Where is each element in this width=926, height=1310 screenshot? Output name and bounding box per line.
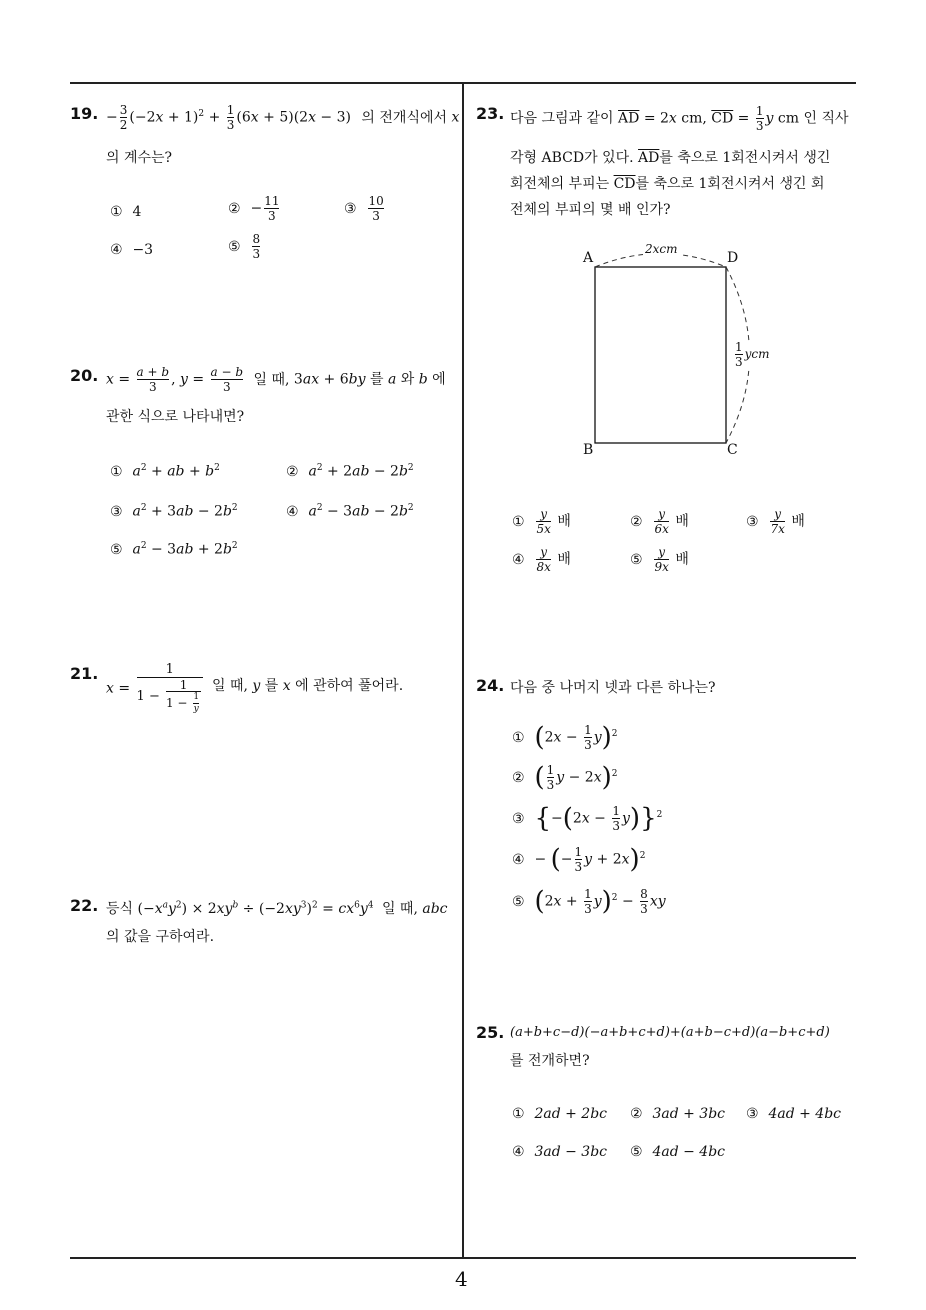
choice-25-1[interactable]: ① 2ad + 2bc bbox=[512, 1106, 608, 1122]
top-length-label: 2xcm bbox=[645, 242, 678, 256]
vertex-label-c: C bbox=[727, 442, 738, 458]
question-19-prompt: 의 전개식에서 bbox=[361, 109, 448, 126]
bottom-rule bbox=[70, 1257, 856, 1259]
choice-20-3[interactable]: ③ $a^2 + 3ab - 2b^2$ bbox=[110, 503, 238, 520]
vertex-label-a: A bbox=[583, 250, 594, 266]
question-number: 24. bbox=[476, 676, 505, 695]
choice-23-3[interactable]: ③ $\frac{y}{7x}$ 배 bbox=[746, 507, 805, 536]
question-23-line3: 회전체의 부피는 $\overline{CD}$를 축으로 1회전시켜서 생긴 회 bbox=[510, 176, 825, 192]
question-19-expression: − $\frac{3}{2}$ $(-2x + 1)^2$ + $\frac{1}{3}$ (6x + 5)(2x − 3) 의 전개식에서 x bbox=[106, 103, 460, 132]
side-length-label: $\frac{1}{3}$ ycm bbox=[735, 340, 770, 369]
question-number: 19. bbox=[70, 104, 99, 123]
choice-24-5[interactable]: ⑤ (2x + $\frac{1}{3}$ y)$^2$ − $\frac{8}{3}$ xy bbox=[512, 886, 666, 917]
question-number: 23. bbox=[476, 104, 505, 123]
choice-25-4[interactable]: ④ 3ad − 3bc bbox=[512, 1144, 608, 1160]
question-22-prompt-line2: 의 값을 구하여라. bbox=[106, 929, 215, 945]
choice-20-5[interactable]: ⑤ $a^2 - 3ab + 2b^2$ bbox=[110, 541, 238, 558]
question-20-expression: x = $\frac{a + b}{3}$ , y = $\frac{a - b}{3}$ 일 때, 3ax + 6by 를 a 와 b 에 bbox=[106, 365, 446, 394]
choice-24-4[interactable]: ④ − (− $\frac{1}{3}$ y + 2x)$^2$ bbox=[512, 844, 646, 875]
choice-19-3[interactable]: ③ $\frac{10}{3}$ bbox=[344, 194, 384, 223]
choice-25-5[interactable]: ⑤ 4ad − 4bc bbox=[630, 1144, 726, 1160]
choice-24-1[interactable]: ① (2x − $\frac{1}{3}$ y)$^2$ bbox=[512, 722, 618, 753]
vertex-label-b: B bbox=[583, 442, 594, 458]
choice-23-2[interactable]: ② $\frac{y}{6x}$ 배 bbox=[630, 507, 689, 536]
choice-20-1[interactable]: ① $a^2$ + ab + $b^2$ bbox=[110, 463, 220, 480]
question-22-expression: 등식 $(-x^ay^2) \times 2xy^b \div (-2xy^3)^2 = cx^6y^4$ 일 때, abc bbox=[106, 900, 448, 917]
choice-20-2[interactable]: ② $a^2 + 2ab - 2b^2$ bbox=[286, 463, 414, 480]
question-23-line1: 다음 그림과 같이 $\overline{AD} = 2x$ cm, $\overline{CD}$ = $\frac{1}{3}$ y cm 인 직사 bbox=[510, 104, 849, 133]
choice-24-3[interactable]: ③ {−(2x − $\frac{1}{3}$ y)}$^2$ bbox=[512, 803, 663, 834]
choice-25-3[interactable]: ③ 4ad + 4bc bbox=[746, 1106, 842, 1122]
choice-23-5[interactable]: ⑤ $\frac{y}{9x}$ 배 bbox=[630, 545, 689, 574]
choice-25-2[interactable]: ② 3ad + 3bc bbox=[630, 1106, 726, 1122]
choice-19-5[interactable]: ⑤ $\frac{8}{3}$ bbox=[228, 232, 261, 261]
choice-19-4[interactable]: ④ −3 bbox=[110, 242, 154, 258]
vertex-label-d: D bbox=[727, 250, 739, 266]
question-20-prompt-line2: 관한 식으로 나타내면? bbox=[106, 409, 245, 425]
page-number: 4 bbox=[455, 1267, 468, 1291]
choice-19-2[interactable]: ② − $\frac{11}{3}$ bbox=[228, 194, 280, 223]
choice-24-2[interactable]: ② ( $\frac{1}{3}$ y − 2x)$^2$ bbox=[512, 762, 618, 793]
choice-23-4[interactable]: ④ $\frac{y}{8x}$ 배 bbox=[512, 545, 571, 574]
choice-19-1[interactable]: ① 4 bbox=[110, 204, 142, 220]
question-number: 25. bbox=[476, 1023, 505, 1042]
rectangle-abcd bbox=[595, 267, 726, 443]
choice-23-1[interactable]: ① $\frac{y}{5x}$ 배 bbox=[512, 507, 571, 536]
question-number: 22. bbox=[70, 896, 99, 915]
question-21-prompt: 일 때, y 를 x 에 관하여 풀어라. bbox=[212, 678, 404, 694]
question-number: 20. bbox=[70, 366, 99, 385]
question-21-expression: x = 1 1 − 1 1 − $\frac{1}{y}$ bbox=[106, 663, 205, 714]
question-23-line2: 각형 ABCD가 있다. $\overline{AD}$를 축으로 1회전시켜서 생긴 bbox=[510, 150, 831, 166]
question-number: 21. bbox=[70, 664, 99, 683]
question-25-expression: (a+b+c−d)(−a+b+c+d)+(a+b−c+d)(a−b+c+d) bbox=[510, 1025, 830, 1040]
question-24-prompt: 다음 중 나머지 넷과 다른 하나는? bbox=[510, 680, 716, 696]
question-25-prompt-line2: 를 전개하면? bbox=[510, 1053, 590, 1069]
column-divider bbox=[462, 82, 464, 1258]
choice-20-4[interactable]: ④ $a^2 - 3ab - 2b^2$ bbox=[286, 503, 414, 520]
question-23-line4: 전체의 부피의 몇 배 인가? bbox=[510, 202, 671, 218]
question-19-prompt-line2: 의 계수는? bbox=[106, 150, 173, 166]
